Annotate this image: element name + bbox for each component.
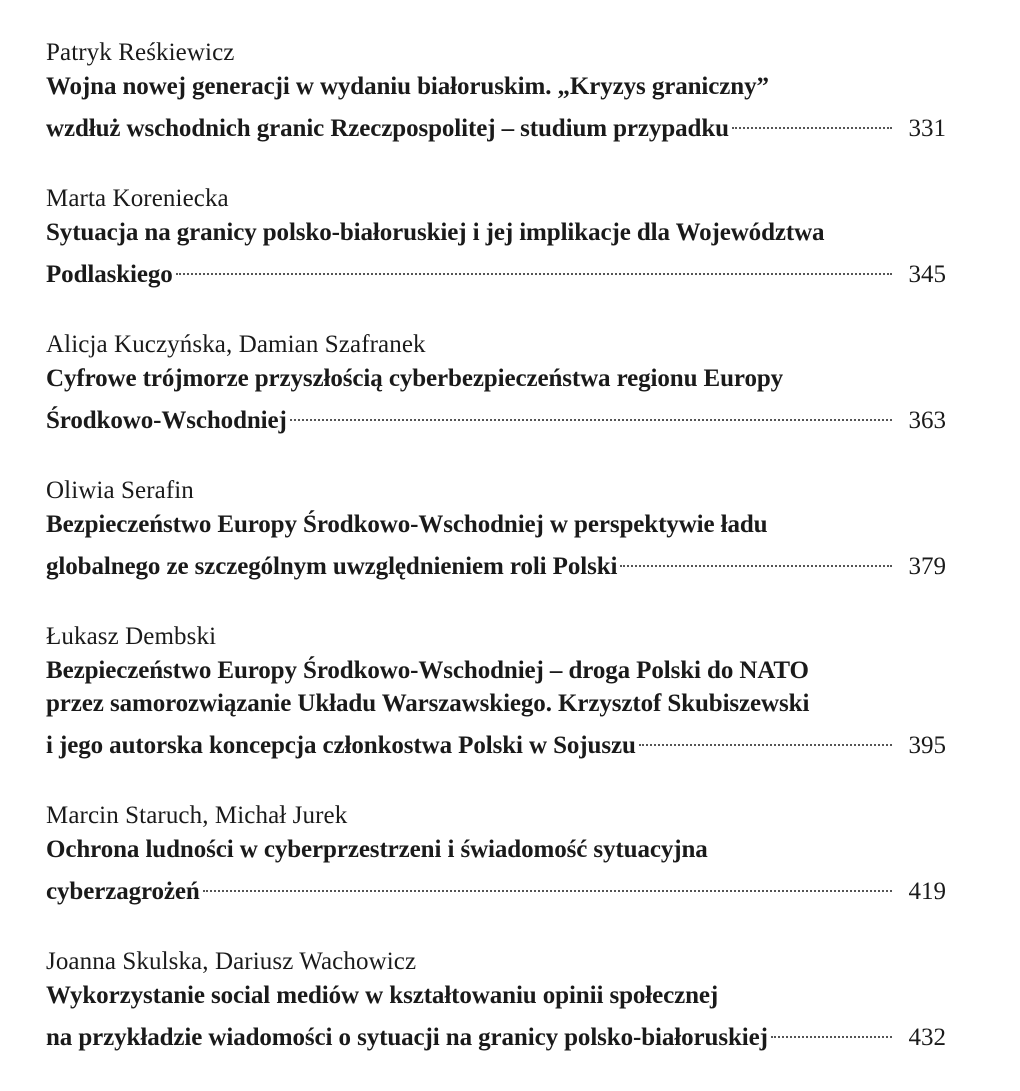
entry-authors: Marcin Staruch, Michał Jurek [46,802,348,829]
entry-title-last-line [46,866,946,908]
table-of-contents [46,36,946,1091]
entry-title-last-line [46,1012,946,1054]
entry-title-last-line [46,541,946,583]
toc-entry[interactable] [46,36,946,145]
entry-title-tail: Podlaskiego [46,261,173,288]
toc-entry[interactable] [46,620,946,762]
entry-page-number: 432 [908,1024,946,1051]
dot-leader [203,866,892,899]
entry-title-tail: na przykładzie wiadomości o sytuacji na granicy polsko-białoruskiej [46,1024,768,1051]
entry-authors: Joanna Skulska, Dariusz Wachowicz [46,948,417,975]
entry-title-line: Wykorzystanie social mediów w kształtowaniu opinii społecznej [46,982,719,1009]
entry-title-line: Bezpieczeństwo Europy Środkowo-Wschodniej – droga Polski do NATO [46,657,809,684]
entry-title-last-line [46,395,946,437]
dot-leader [732,103,892,136]
entry-title-line: Bezpieczeństwo Europy Środkowo-Wschodniej w perspektywie ładu [46,511,768,538]
entry-page-number: 363 [908,407,946,434]
entry-page-number: 395 [908,732,946,759]
entry-page-number: 379 [908,553,946,580]
entry-authors: Patryk Reśkiewicz [46,39,235,66]
entry-page-number: 419 [908,878,946,905]
entry-title-line: Cyfrowe trójmorze przyszłością cyberbezpieczeństwa regionu Europy [46,365,784,392]
entry-authors: Marta Koreniecka [46,185,229,212]
dot-leader [176,249,892,282]
entry-page-number: 331 [908,115,946,142]
entry-title-tail: cyberzagrożeń [46,878,200,905]
entry-authors: Łukasz Dembski [46,623,217,650]
toc-entry[interactable] [46,328,946,437]
toc-entry[interactable] [46,182,946,291]
dot-leader [620,541,892,574]
toc-entry[interactable] [46,945,946,1054]
entry-title-tail: Środkowo-Wschodniej [46,407,287,434]
entry-title-tail: i jego autorska koncepcja członkostwa Polski w Sojuszu [46,732,636,759]
entry-authors: Alicja Kuczyńska, Damian Szafranek [46,331,426,358]
entry-title-line: przez samorozwiązanie Układu Warszawskiego. Krzysztof Skubiszewski [46,690,810,717]
entry-title-tail: wzdłuż wschodnich granic Rzeczpospolitej – studium przypadku [46,115,729,142]
entry-title-line: Sytuacja na granicy polsko-białoruskiej i jej implikacje dla Województwa [46,219,825,246]
toc-entry[interactable] [46,474,946,583]
entry-title-last-line [46,103,946,145]
toc-entry[interactable] [46,799,946,908]
entry-title-tail: globalnego ze szczególnym uwzględnieniem roli Polski [46,553,618,580]
entry-title-line: Wojna nowej generacji w wydaniu białoruskim. „Kryzys graniczny” [46,73,769,100]
entry-title-last-line [46,720,946,762]
dot-leader [771,1012,892,1045]
entry-title-last-line [46,249,946,291]
dot-leader [639,720,892,753]
dot-leader [290,395,892,428]
entry-page-number: 345 [908,261,946,288]
entry-authors: Oliwia Serafin [46,477,194,504]
entry-title-line: Ochrona ludności w cyberprzestrzeni i świadomość sytuacyjna [46,836,708,863]
